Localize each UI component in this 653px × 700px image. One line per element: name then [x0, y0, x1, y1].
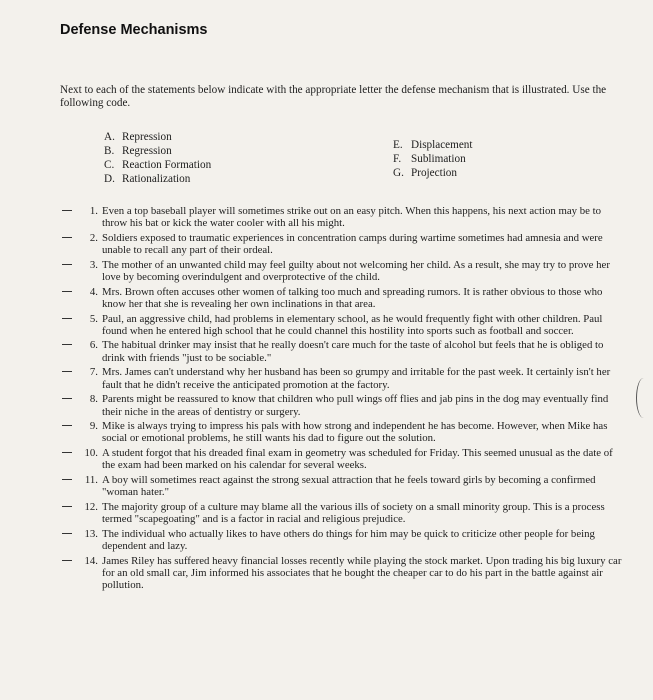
statement-number: 13. — [84, 527, 98, 540]
answer-blank[interactable] — [62, 339, 72, 345]
statement-number: 9. — [89, 420, 98, 433]
answer-blank[interactable] — [62, 447, 72, 453]
statement-number: 6. — [89, 339, 98, 352]
code-option — [393, 166, 473, 180]
statement-number: 8. — [89, 393, 98, 406]
answer-blank[interactable] — [62, 474, 72, 480]
statement-number: 12. — [84, 500, 98, 513]
code-letter: E. — [393, 139, 403, 151]
code-option — [104, 158, 211, 172]
answer-blank[interactable] — [62, 528, 72, 534]
page-title: Defense Mechanisms — [60, 22, 208, 38]
statement-text: Even a top baseball player will sometimes strike out on an easy pitch. When this happens, his next action may be to throw his bat or kick the water cooler with all his might. — [102, 205, 602, 230]
margin-mark — [636, 378, 651, 418]
code-option — [104, 130, 211, 144]
statement-item — [62, 259, 622, 284]
statement-text: A student forgot that his dreaded final exam in geometry was scheduled for Friday. This seemed unusual as the date of the exam had been marked on his calendar for several weeks. — [102, 447, 613, 472]
code-label: Displacement — [411, 139, 473, 151]
answer-blank[interactable] — [62, 205, 72, 211]
statement-number: 5. — [89, 312, 98, 325]
code-list-right — [393, 138, 473, 180]
statement-item — [62, 474, 622, 499]
statement-number: 2. — [89, 231, 98, 244]
code-label: Rationalization — [122, 173, 191, 185]
answer-blank[interactable] — [62, 232, 72, 238]
answer-blank[interactable] — [62, 313, 72, 319]
answer-blank[interactable] — [62, 420, 72, 426]
statement-text: The individual who actually likes to have others do things for him may be quick to criticize other people for being dependent and lazy. — [102, 527, 595, 552]
statement-item — [62, 420, 622, 445]
code-label: Projection — [411, 167, 457, 179]
code-option — [104, 172, 211, 186]
statement-item — [62, 501, 622, 526]
code-letter: A. — [104, 131, 115, 143]
statement-item — [62, 232, 622, 257]
code-label: Sublimation — [411, 153, 466, 165]
statement-text: The mother of an unwanted child may feel guilty about not welcoming her child. As a result, she may try to prove her love by becoming overindulgent and overprotective of the child. — [102, 258, 610, 284]
statement-number: 11. — [84, 473, 98, 486]
statement-text: Mrs. Brown often accuses other women of talking too much and spreading rumors. It is rather obvious to those who know her that she is revealing her own inclinations in that area. — [102, 285, 603, 310]
statement-text: Mrs. James can't understand why her husband has been so grumpy and irritable for the past week. It certainly isn't her fault that he didn't receive the anticipated promotion at the factory. — [102, 366, 611, 391]
answer-blank[interactable] — [62, 259, 72, 265]
statement-text: The majority group of a culture may blame all the various ills of society on a small minority group. This is a process termed "scapegoating" and is a factor in racial and religious prejudice. — [102, 500, 605, 526]
statement-number: 10. — [84, 447, 98, 460]
answer-blank[interactable] — [62, 366, 72, 372]
statement-item — [62, 366, 622, 391]
code-option — [393, 152, 473, 166]
code-option — [393, 138, 473, 152]
code-letter: G. — [393, 167, 404, 179]
statement-item — [62, 555, 622, 592]
statement-text: James Riley has suffered heavy financial losses recently while playing the stock market. Upon trading his big luxury car for an old small car, Jim informed his associates that he bought the cheaper car to do his part in the battle against air pollution. — [102, 554, 622, 592]
statement-item — [62, 393, 622, 418]
statement-number: 14. — [84, 554, 98, 567]
statement-item — [62, 205, 622, 230]
code-option — [104, 144, 211, 158]
statement-item — [62, 286, 622, 311]
statement-item — [62, 447, 622, 472]
code-letter: D. — [104, 173, 115, 185]
statement-text: Paul, an aggressive child, had problems in elementary school, as he would frequently fight with other children. Paul found when he entered high school that he could channel this hostility into sports such as football and soccer. — [102, 312, 603, 337]
statement-item — [62, 528, 622, 553]
statement-text: The habitual drinker may insist that he really doesn't care much for the taste of alcohol but feels that he is obliged to drink with friends "just to be sociable." — [102, 339, 604, 364]
answer-blank[interactable] — [62, 501, 72, 507]
code-list-left — [104, 130, 211, 186]
statement-number: 1. — [89, 205, 98, 217]
statement-list — [62, 205, 622, 594]
code-label: Repression — [122, 131, 172, 143]
instructions: Next to each of the statements below indicate with the appropriate letter the defense mechanism that is illustrated. Use the following code. — [60, 84, 607, 109]
answer-blank[interactable] — [62, 393, 72, 399]
statement-text: Soldiers exposed to traumatic experiences in concentration camps during wartime sometimes had amnesia and were unable to recall any part of their ordeal. — [102, 231, 603, 257]
answer-blank[interactable] — [62, 286, 72, 292]
code-letter: B. — [104, 145, 115, 157]
code-label: Regression — [122, 145, 172, 157]
code-letter: F. — [393, 153, 402, 165]
statement-number: 4. — [89, 285, 98, 298]
code-label: Reaction Formation — [122, 159, 212, 171]
statement-text: Mike is always trying to impress his pals with how strong and independent he has become. However, when Mike has social or emotional problems, he still wants his dad to figure out the solution. — [102, 420, 608, 445]
statement-item — [62, 339, 622, 364]
code-letter: C. — [104, 159, 115, 171]
statement-item — [62, 313, 622, 338]
statement-number: 7. — [89, 366, 98, 379]
statement-number: 3. — [89, 258, 98, 271]
statement-text: A boy will sometimes react against the strong sexual attraction that he feels toward girls by becoming a confirmed "woman hater." — [102, 473, 596, 499]
statement-text: Parents might be reassured to know that children who pull wings off flies and jab pins in the dog may eventually find their niche in the areas of dentistry or surgery. — [102, 393, 609, 418]
answer-blank[interactable] — [62, 555, 72, 561]
